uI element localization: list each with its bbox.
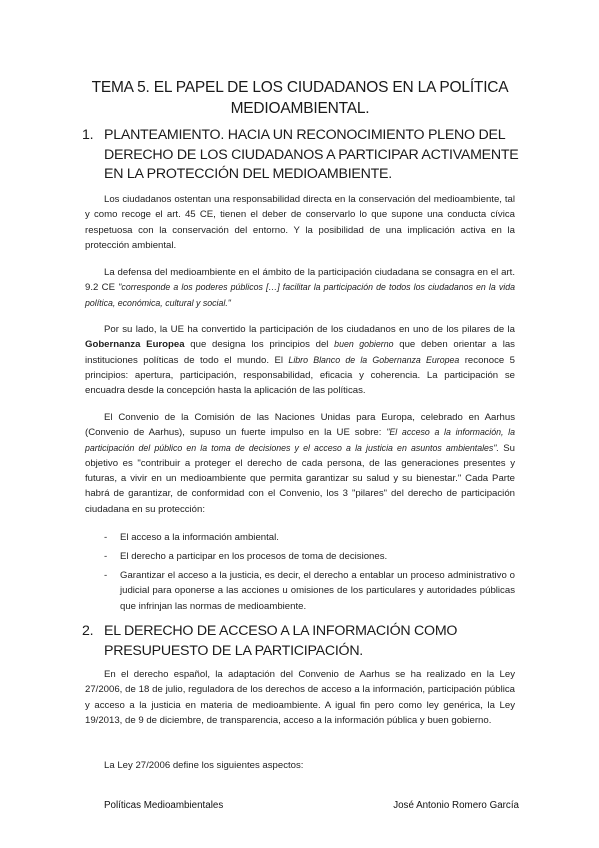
paragraph-1: Los ciudadanos ostentan una responsabilidad directa en la conservación del medioambiente, tal y como recoge el art. 45 CE, tienen el deber de conservarlo lo que supone una conducta cívica respetuosa con la conservación del entorno. Y la posibilidad de una implicación activa en la protección ambiental. (85, 194, 515, 251)
paragraph-4-text-a: El Convenio de la Comisión de las Naciones Unidas para Europa, celebrado en Aarhus (Convenio de Aarhus), supuso un fuerte impulso en la UE sobre: (85, 412, 515, 439)
list-dash: - (104, 551, 108, 563)
paragraph-3 (85, 322, 515, 398)
paragraph-3-text-b: que designa los principios del (184, 339, 335, 351)
list-item-text: El acceso a la información ambiental. (120, 532, 279, 543)
paragraph-2 (85, 265, 515, 311)
list-item (85, 549, 515, 564)
paragraph-4-text-b: Su objetivo es "contribuir a proteger el derecho de cada persona, de las generaciones presentes y futuras, a vivir en un medioambiente que permita garantizar su salud y su bienestar." Cada Parte habrá de garantizar, de conformidad con el Convenio, los 3 "pilares" del derecho de participación ciudadana en su protección: (85, 442, 515, 515)
paragraph-4 (85, 410, 515, 517)
paragraph-3-text-c: que deben orientar a las instituciones políticas de todo el mundo. El (85, 339, 515, 366)
paragraph-2-quote: "corresponde a los poderes públicos […] facilitar la participación de todos los ciudadanos en la vida política, económica, cultural y social." (85, 282, 515, 308)
list-item-text: Garantizar el acceso a la justicia, es decir, el derecho a entablar un proceso administrativo o judicial para oponerse a las acciones u omisiones de los particulares y autoridades públicas que infrinjan las normas de medioambiente. (120, 570, 515, 612)
section-2-number: 2. (82, 623, 94, 639)
section-2-heading-text: EL DERECHO DE ACCESO A LA INFORMACIÓN COMO PRESUPUESTO DE LA PARTICIPACIÓN. (104, 623, 458, 659)
pillars-list (85, 530, 515, 618)
list-item (85, 568, 515, 614)
section-1-number: 1. (82, 127, 94, 143)
footer-course: Políticas Medioambientales (104, 800, 224, 811)
section-2-heading (82, 622, 534, 661)
libro-blanco-italic: Libro Blanco de la Gobernanza Europea (288, 354, 460, 365)
section-1-heading (82, 126, 534, 185)
paragraph-3-text-d: reconoce 5 principios: apertura, participación, responsabilidad, eficacia y coherencia. La participación se encuadra desde la concepción hasta la aplicación de las políticas. (85, 354, 515, 397)
footer-author: José Antonio Romero García (393, 800, 519, 811)
aarhus-quote: "El acceso a la información, la participación del público en la toma de decisiones y el acceso a la justicia en asuntos ambientales". (85, 427, 515, 453)
list-dash: - (104, 570, 108, 582)
section-1-heading-text: PLANTEAMIENTO. HACIA UN RECONOCIMIENTO PLENO DEL DERECHO DE LOS CIUDADANOS A PARTICIPAR ACTIVAMENTE EN LA PROTECCIÓN DEL MEDIOAMBIENTE. (104, 127, 519, 182)
document-title: TEMA 5. EL PAPEL DE LOS CIUDADANOS EN LA POLÍTICA MEDIOAMBIENTAL. (91, 79, 509, 117)
list-item-text: El derecho a participar en los procesos de toma de decisiones. (120, 551, 388, 563)
buen-gobierno-italic: buen gobierno (334, 339, 394, 350)
gobernanza-europea-bold: Gobernanza Europea (85, 339, 185, 351)
list-dash: - (104, 532, 108, 543)
list-item (85, 530, 515, 545)
paragraph-5: En el derecho español, la adaptación del Convenio de Aarhus se ha realizado en la Ley 27/2006, de 18 de julio, reguladora de los derechos de acceso a la información, participación pública y acceso a la justicia en materia de medioambiente. A igual fin pero como ley genérica, la Ley 19/2013, de 9 de diciembre, de transparencia, acceso a la información pública y buen gobierno. (85, 669, 515, 726)
paragraph-3-text-a: Por su lado, la UE ha convertido la participación de los ciudadanos en uno de los pilares de la (104, 324, 515, 335)
paragraph-6: La Ley 27/2006 define los siguientes aspectos: (104, 760, 304, 771)
paragraph-2-text: La defensa del medioambiente en el ámbito de la participación ciudadana se consagra en el art. 9.2 CE (85, 267, 515, 294)
